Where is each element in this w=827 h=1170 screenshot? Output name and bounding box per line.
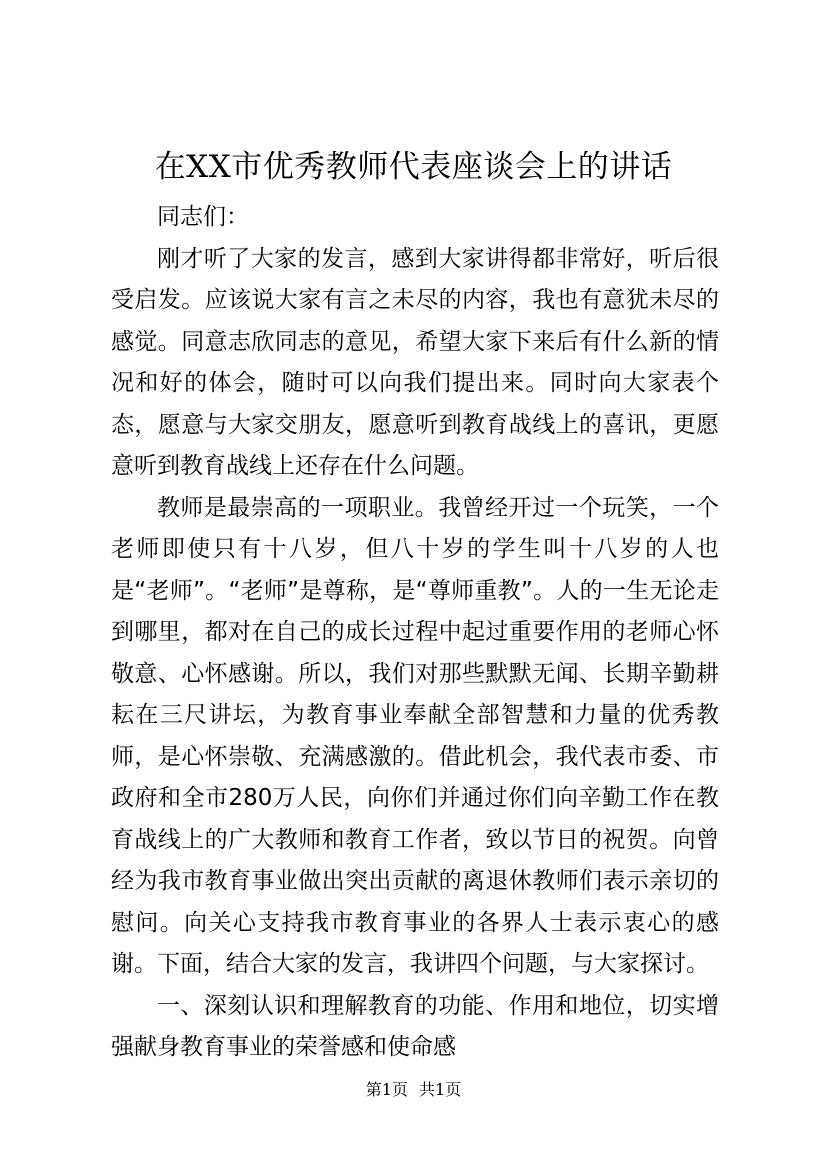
paragraph-1: 刚才听了大家的发言，感到大家讲得都非常好，听后很受启发。应该说大家有言之未尽的内容，我也有意犹未尽的感觉。同意志欣同志的意见，希望大家下来后有什么新的情况和好的体会，随时可以向我们提出来。同时向大家表个态，愿意与大家交朋友，愿意听到教育战线上的喜讯，更愿意听到教育战线上还存在什么问题。 <box>111 245 719 479</box>
document-body <box>111 197 719 1069</box>
section-heading-1: 一、深刻认识和理解教育的功能、作用和地位，切实增强献身教育事业的荣誉感和使命感 <box>111 992 719 1060</box>
salutation: 同志们： <box>157 204 249 230</box>
page-footer: 第1页 共1页 <box>365 1080 462 1099</box>
document-title: 在XX市优秀教师代表座谈会上的讲话 <box>154 149 673 185</box>
paragraph-2: 教师是最崇高的一项职业。我曾经开过一个玩笑，一个老师即使只有十八岁，但八十岁的学生叫十八岁的人也是“老师”。“老师”是尊称，是“尊师重教”。人的一生无论走到哪里，都对在自己的成长过程中起过重要作用的老师心怀敬意、心怀感谢。所以，我们对那些默默无闻、长期辛勤耕耘在三尺讲坛，为教育事业奉献全部智慧和力量的优秀教师，是心怀崇敬、充满感激的。借此机会，我代表市委、市政府和全市280万人民，向你们并通过你们向辛勤工作在教育战线上的广大教师和教育工作者，致以节日的祝贺。向曾经为我市教育事业做出突出贡献的离退休教师们表示亲切的慰问。向关心支持我市教育事业的各界人士表示衷心的感谢。下面，结合大家的发言，我讲四个问题，与大家探讨。 <box>111 494 719 977</box>
